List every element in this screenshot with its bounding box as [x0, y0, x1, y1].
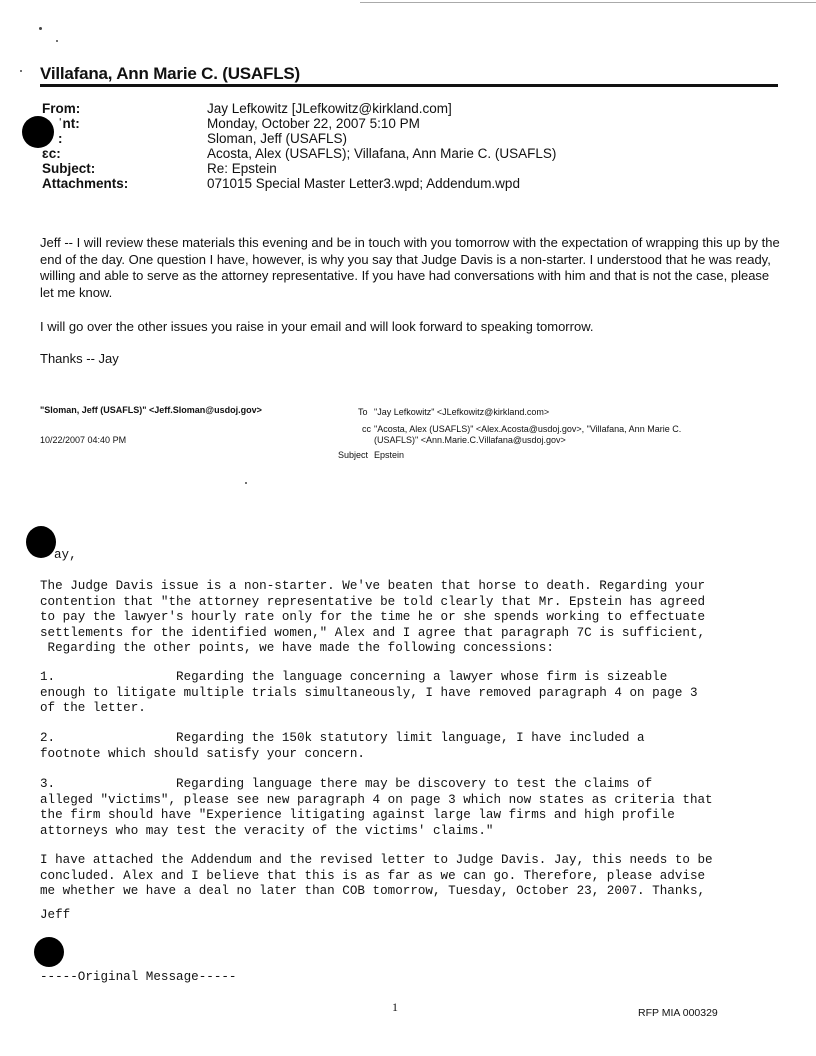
quoted-greeting: ay, [54, 548, 77, 562]
quoted-subject-value: Epstein [374, 450, 405, 460]
quoted-cc-value-2: (USAFLS)" <Ann.Marie.C.Villafana@usdoj.gov> [374, 435, 566, 445]
quoted-paragraph-1: The Judge Davis issue is a non-starter. We've beaten that horse to death. Regarding your contention that "the attorney representative be told clearly that Mr. Epstein has agreed to pay the lawyer's hourly rate only for the time he or she spends working to effectuate settlements for the identified women," Alex and I agree that paragraph 7C is sufficient, Regarding the other points, we have made the following concessions: [40, 579, 706, 655]
subject-value: Re: Epstein [207, 161, 277, 176]
quoted-to-label: To [358, 407, 368, 417]
attachments-label: Attachments: [42, 176, 129, 191]
to-label: : [58, 131, 63, 146]
from-label: From: [42, 101, 81, 116]
quoted-item-2: 2. Regarding the 150k statutory limit language, I have included a footnote which should satisfy your concern. [40, 731, 645, 761]
quoted-date: 10/22/2007 04:40 PM [40, 435, 127, 445]
redaction-blot [26, 526, 56, 558]
quoted-cc-value-1: "Acosta, Alex (USAFLS)" <Alex.Acosta@usdoj.gov>, "Villafana, Ann Marie C. [374, 424, 682, 434]
attachments-value: 071015 Special Master Letter3.wpd; Addendum.wpd [207, 176, 520, 191]
cc-value: Acosta, Alex (USAFLS); Villafana, Ann Marie C. (USAFLS) [207, 146, 557, 161]
quoted-signature: Jeff [40, 908, 71, 922]
mailbox-owner-title: Villafana, Ann Marie C. (USAFLS) [40, 64, 300, 83]
quoted-item-3: 3. Regarding language there may be discovery to test the claims of alleged "victims", please see new paragraph 4 on page 3 which now states as criteria that the firm should have "Experience litigating against large law firms and high profile attorneys who may test the veracity of the victims' claims." [40, 777, 713, 838]
quoted-sender: "Sloman, Jeff (USAFLS)" <Jeff.Sloman@usdoj.gov> [40, 405, 262, 415]
title-rule [40, 84, 778, 87]
quoted-paragraph-2: I have attached the Addendum and the revised letter to Judge Davis. Jay, this needs to be concluded. Alex and I believe that this is as far as we can go. Therefore, please advise me whether we have a deal no later than COB tomorrow, Tuesday, October 23, 2007. Thanks, [40, 853, 713, 898]
to-value: Sloman, Jeff (USAFLS) [207, 131, 348, 146]
reply-paragraph-1: Jeff -- I will review these materials this evening and be in touch with you tomorrow with the expectation of wrapping this up by the end of the day. One question I have, however, is why you say that Judge Davis is a non-starter. I understood that he was ready, willing and able to serve as the attorney representative. If you have had conversations with him and that is not the case, please let me know. [40, 235, 780, 300]
scan-speck [39, 27, 42, 30]
quoted-cc-label: cc [362, 424, 371, 434]
cc-label: ɛc: [42, 146, 61, 161]
sent-label: ˈnt: [58, 116, 80, 131]
scan-speck [245, 482, 247, 484]
top-scan-line [360, 2, 816, 3]
redaction-blot [22, 116, 54, 148]
original-message-marker: -----Original Message----- [40, 970, 237, 984]
subject-label: Subject: [42, 161, 96, 176]
redaction-blot [34, 937, 64, 967]
scan-speck [20, 70, 22, 72]
quoted-subject-label: Subject [338, 450, 369, 460]
quoted-to-value: "Jay Lefkowitz" <JLefkowitz@kirkland.com> [374, 407, 550, 417]
bates-number: RFP MIA 000329 [638, 1007, 718, 1019]
from-value: Jay Lefkowitz [JLefkowitz@kirkland.com] [207, 101, 452, 116]
quoted-item-1: 1. Regarding the language concerning a lawyer whose firm is sizeable enough to litigate multiple trials simultaneously, I have removed paragraph 4 on page 3 of the letter. [40, 670, 698, 715]
reply-signoff: Thanks -- Jay [40, 351, 119, 366]
reply-paragraph-2: I will go over the other issues you raise in your email and will look forward to speaking tomorrow. [40, 319, 594, 334]
page-number: 1 [392, 1000, 398, 1014]
scan-speck [56, 40, 58, 42]
sent-value: Monday, October 22, 2007 5:10 PM [207, 116, 420, 131]
